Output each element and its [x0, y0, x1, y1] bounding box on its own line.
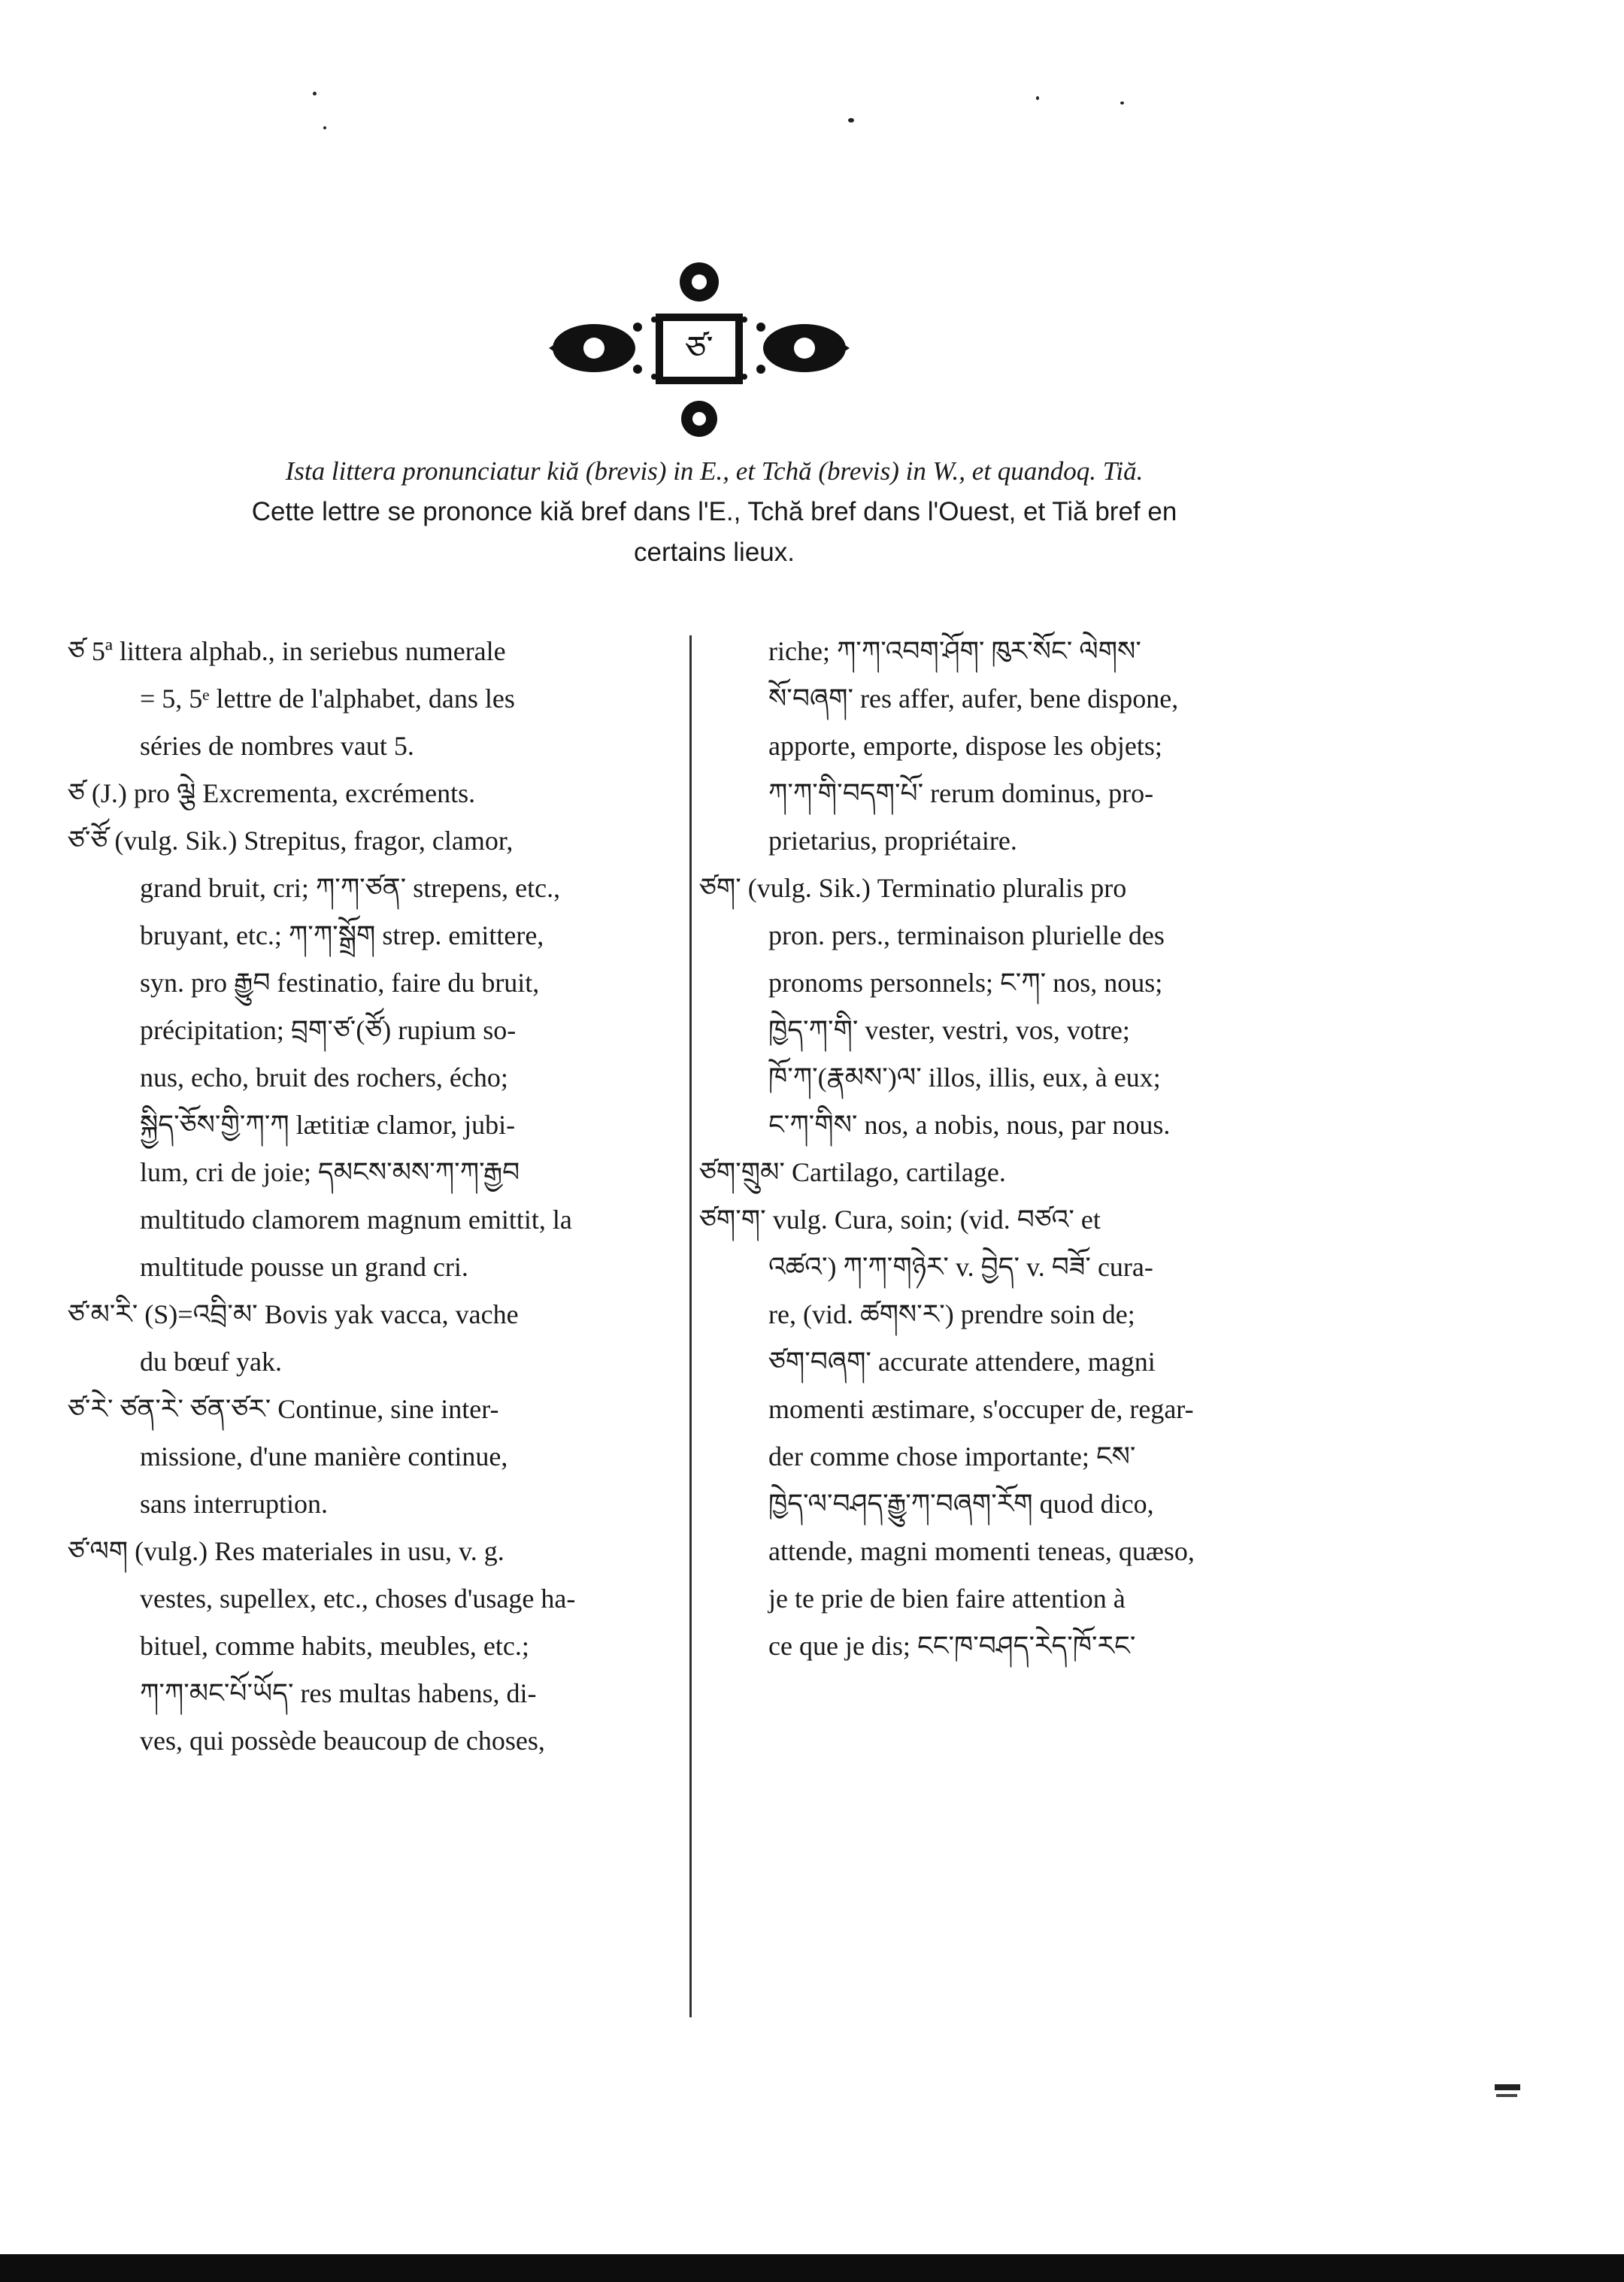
entry-line: ཀ་ཀ་གི་བདག་པོ་ rerum dominus, pro-: [768, 778, 1154, 808]
print-speck: [848, 118, 854, 123]
intro-french: Cette lettre se prononce kiă bref dans l'E., Tchă bref dans l'Ouest, et Tiă bref en: [251, 497, 1177, 526]
print-speck: [313, 92, 317, 95]
entry-line: précipitation; བྲག་ཙ་(ཙོ) rupium so-: [140, 1015, 517, 1045]
entry-line: ཁྱེད་ལ་བཤད་རྒྱུ་ཀ་བཞག་རོག quod dico,: [768, 1489, 1154, 1519]
entry-line: pron. pers., terminaison plurielle des: [768, 920, 1165, 950]
scan-border-bar: [0, 2254, 1624, 2282]
entry-line: riche; ཀ་ཀ་འབག་ཤོག་ ཁུར་སོང་ ལེགས་: [768, 636, 1141, 666]
entry-line: bruyant, etc.; ཀ་ཀ་སྒྲོག strep. emittere,: [140, 920, 544, 950]
entry-line: འཚའ་) ཀ་ཀ་གཉེར་ v. བྱེད་ v. བཟོ་ cura-: [768, 1252, 1153, 1282]
entry-line: lum, cri de joie; དམངས་མས་ཀ་ཀ་རྒྱབ: [140, 1157, 520, 1187]
column-divider: [689, 635, 692, 2017]
entry-line: ཙག་བཞག་ accurate attendere, magni: [768, 1347, 1156, 1377]
entry-line: re, (vid. ཚགས་ར་) prendre soin de;: [768, 1299, 1135, 1329]
entry-line: syn. pro རྒྱུབ festinatio, faire du bruit,: [140, 968, 540, 998]
entry-line: séries de nombres vaut 5.: [140, 731, 414, 761]
entry-line: ཙག་ག་ vulg. Cura, soin; (vid. བཙའ་ et: [699, 1205, 1101, 1235]
entry-line: grand bruit, cri; ཀ་ཀ་ཙན་ strepens, etc.,: [140, 873, 561, 903]
entry-line: ཙ་ཙོ (vulg. Sik.) Strepitus, fragor, clamor,: [68, 826, 514, 856]
entry-line: apporte, emporte, dispose les objets;: [768, 731, 1162, 761]
entry-line: multitudo clamorem magnum emittit, la: [140, 1205, 572, 1235]
entry-line: je te prie de bien faire attention à: [768, 1583, 1126, 1614]
entry-line: ཙ་ལག (vulg.) Res materiales in usu, v. g.: [68, 1536, 504, 1566]
entry-line: ང་ཀ་གིས་ nos, a nobis, nous, par nous.: [768, 1110, 1171, 1140]
entry-line: ཙ (J.) pro ལྕེ Excrementa, excréments.: [68, 778, 476, 808]
entry-line: ce que je dis; ངང་ཁ་བཤད་རེད་ཁོ་རང་: [768, 1631, 1136, 1661]
entry-line: སྐྱིད་ཅོས་གྱི་ཀ་ཀ lætitiæ clamor, jubi-: [140, 1110, 516, 1140]
entry-line: nus, echo, bruit des rochers, écho;: [140, 1062, 508, 1093]
ornament-letter: ཙ་: [685, 329, 714, 368]
entry-line: bituel, comme habits, meubles, etc.;: [140, 1631, 529, 1661]
letter-introduction: [90, 451, 1338, 573]
edge-mark: [1496, 2094, 1517, 2097]
entry-line: missione, d'une manière continue,: [140, 1441, 508, 1471]
entry-line: ཁྱེད་ཀ་གི་ vester, vestri, vos, votre;: [768, 1015, 1130, 1045]
entry-line: multitude pousse un grand cri.: [140, 1252, 468, 1282]
entry-line: du bœuf yak.: [140, 1347, 282, 1377]
intro-french-end: certains lieux.: [634, 538, 795, 567]
entry-line: ཙ་རེ་ ཙན་རེ་ ཙན་ཙར་ Continue, sine inter-: [68, 1394, 499, 1424]
left-column: [68, 628, 678, 1765]
entry-line: ves, qui possède beaucoup de choses,: [140, 1726, 545, 1756]
entry-line: = 5, 5ᵉ lettre de l'alphabet, dans les: [140, 683, 515, 714]
entry-line: ཁོ་ཀ་(རྣམས་)ལ་ illos, illis, eux, à eux;: [768, 1062, 1161, 1093]
print-speck: [323, 126, 326, 129]
entry-line: attende, magni momenti teneas, quæso,: [768, 1536, 1195, 1566]
entry-line: སོ་བཞག་ res affer, aufer, bene dispone,: [768, 683, 1179, 714]
entry-line: momenti æstimare, s'occuper de, regar-: [768, 1394, 1194, 1424]
entry-line: prietarius, propriétaire.: [768, 826, 1017, 856]
print-speck: [1120, 102, 1124, 105]
right-column: [699, 628, 1335, 1670]
intro-latin: Ista littera pronunciatur kiă (brevis) in E., et Tchă (brevis) in W., et quandoq. Tiă.: [285, 456, 1144, 486]
entry-line: ཙག་ (vulg. Sik.) Terminatio pluralis pro: [699, 873, 1127, 903]
entry-line: der comme chose importante; ངས་: [768, 1441, 1136, 1471]
edge-mark: [1495, 2084, 1520, 2090]
entry-line: vestes, supellex, etc., choses d'usage ha-: [140, 1583, 576, 1614]
entry-line: ཀ་ཀ་མང་པོ་ཡོད་ res multas habens, di-: [140, 1678, 537, 1708]
entry-line: sans interruption.: [140, 1489, 328, 1519]
entry-line: ཙ་མ་རི་ (S)=འབྲི་མ་ Bovis yak vacca, vache: [68, 1299, 519, 1329]
ornament-header: [541, 259, 857, 440]
print-speck: [1036, 96, 1039, 100]
entry-line: pronoms personnels; ང་ཀ་ nos, nous;: [768, 968, 1163, 998]
entry-line: ཙག་གྲུམ་ Cartilago, cartilage.: [699, 1157, 1006, 1187]
entry-line: ཙ 5ª littera alphab., in seriebus numerale: [68, 636, 506, 666]
